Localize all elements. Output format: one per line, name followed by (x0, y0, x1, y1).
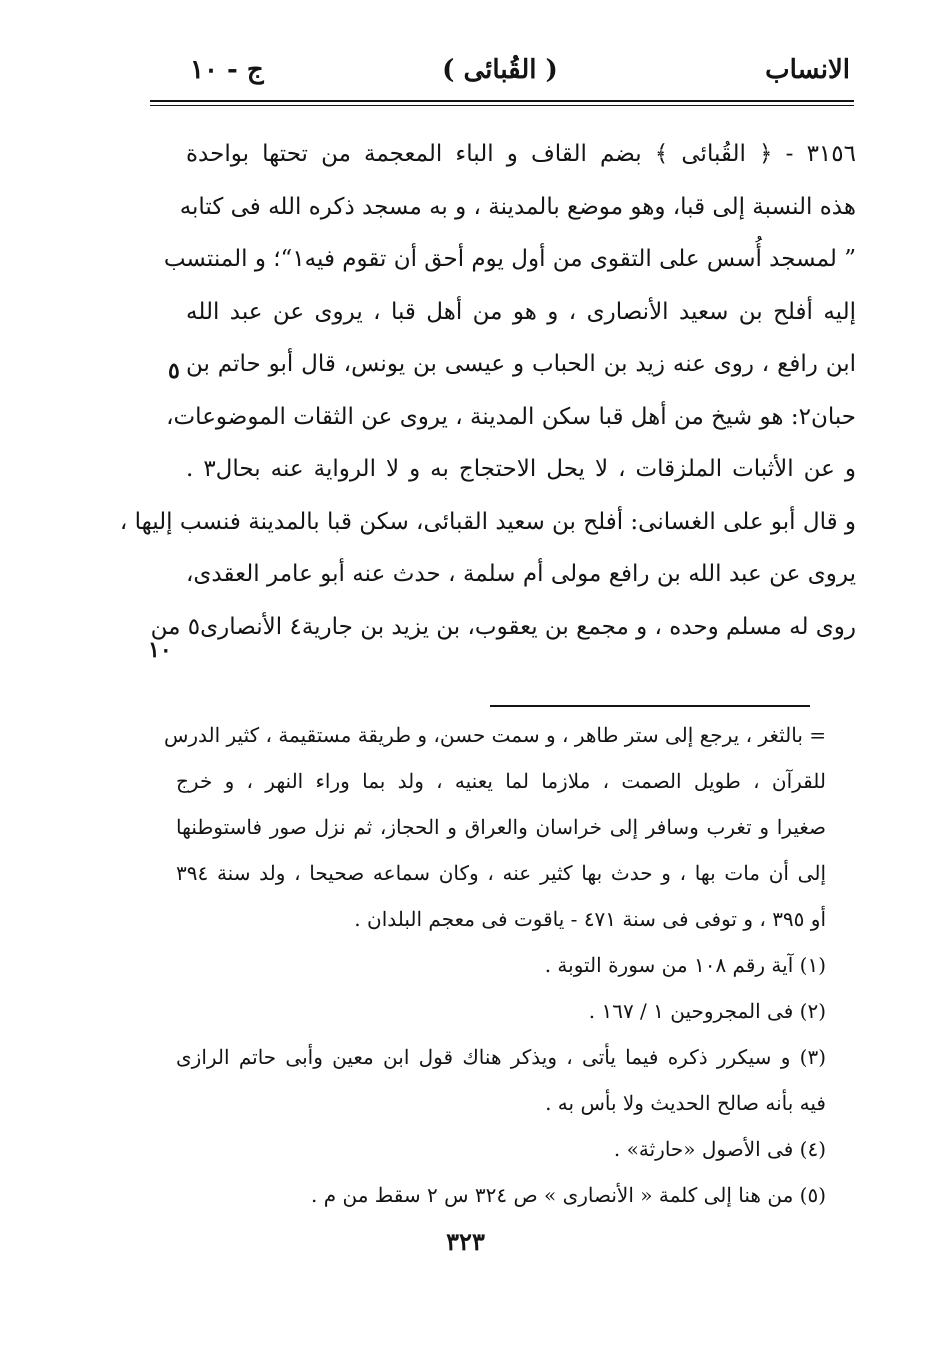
footnote-line: (١) آية رقم ١٠٨ من سورة التوبة . (544, 953, 826, 977)
main-line: و عن الأثبات الملزقات ، لا يحل الاحتجاج به و لا الرواية عنه بحال٣ . (186, 456, 856, 482)
footnotes (163, 712, 826, 1218)
main-line: ” لمسجد أُسس على التقوى من أول يوم أحق أن تقوم فيه١“؛ و المنتسب (163, 246, 856, 272)
footnote-line: (٤) فى الأصول «حارثة» . (613, 1137, 826, 1161)
main-line: يروى عن عبد الله بن رافع مولى أم سلمة ، حدث عنه أبو عامر العقدى، (186, 561, 856, 587)
footnote-line: (٢) فى المجروحين ١ / ١٦٧ . (588, 999, 826, 1023)
header-rule-thin (150, 105, 854, 106)
header-volume-number: ج - ١٠ (190, 55, 264, 85)
footnote-line: (٥) من هنا إلى كلمة « الأنصارى » ص ٣٢٤ س ٢ سقط من م . (311, 1183, 826, 1207)
footnote-line: صغيرا و تغرب وسافر إلى خراسان والعراق و الحجاز، ثم نزل صور فاستوطنها (176, 815, 826, 839)
header-rule (150, 100, 854, 102)
main-line: ٣١٥٦ - ﴿ القُبائى ﴾ بضم القاف و الباء المعجمة من تحتها بواحدة (186, 141, 856, 167)
footnote-line: (٣) و سيكرر ذكره فيما يأتى ، ويذكر هناك قول ابن معين وأبى حاتم الرازى (176, 1045, 826, 1069)
page-number: ٣٢٣ (446, 1227, 485, 1256)
main-line: هذه النسبة إلى قبا، وهو موضع بالمدينة ، و به مسجد ذكره الله فى كتابه (179, 193, 856, 220)
footnote-separator (490, 705, 810, 707)
header-entry-title: ( القُبائى ) (442, 55, 558, 85)
main-line: حبان٢: هو شيخ من أهل قبا سكن المدينة ، يروى عن الثقات الموضوعات، (166, 403, 856, 430)
footnote-line: فيه بأنه صالح الحديث ولا بأس به . (545, 1091, 826, 1115)
header-book-title: الانساب (765, 55, 850, 85)
footnote-line: إلى أن مات بها ، و حدث بها كثير عنه ، وكان سماعه صحيحا ، ولد سنة ٣٩٤ (176, 861, 826, 885)
main-line: روى له مسلم وحده ، و مجمع بن يعقوب، بن يزيد بن جارية٤ الأنصارى٥ من (150, 613, 856, 640)
running-header (150, 55, 850, 100)
margin-line-number-10: ١٠ (148, 637, 172, 663)
footnote-line: أو ٣٩٥ ، و توفى فى سنة ٤٧١ - ياقوت فى معجم البلدان . (354, 907, 826, 931)
footnote-line: = بالثغر ، يرجع إلى ستر طاهر ، و سمت حسن، و طريقة مستقيمة ، كثير الدرس (163, 723, 826, 747)
margin-line-number-5: ٥ (168, 358, 180, 384)
main-line: ابن رافع ، روى عنه زيد بن الحباب و عيسى بن يونس، قال أبو حاتم بن (186, 351, 856, 377)
main-line: إليه أفلح بن سعيد الأنصارى ، و هو من أهل قبا ، يروى عن عبد الله (186, 298, 856, 325)
main-line: و قال أبو على الغسانى: أفلح بن سعيد القبائى، سكن قبا بالمدينة فنسب إليها ، (119, 508, 856, 535)
footnote-line: للقرآن ، طويل الصمت ، ملازما لما يعنيه ، ولد بما وراء النهر ، و خرج (176, 769, 826, 793)
